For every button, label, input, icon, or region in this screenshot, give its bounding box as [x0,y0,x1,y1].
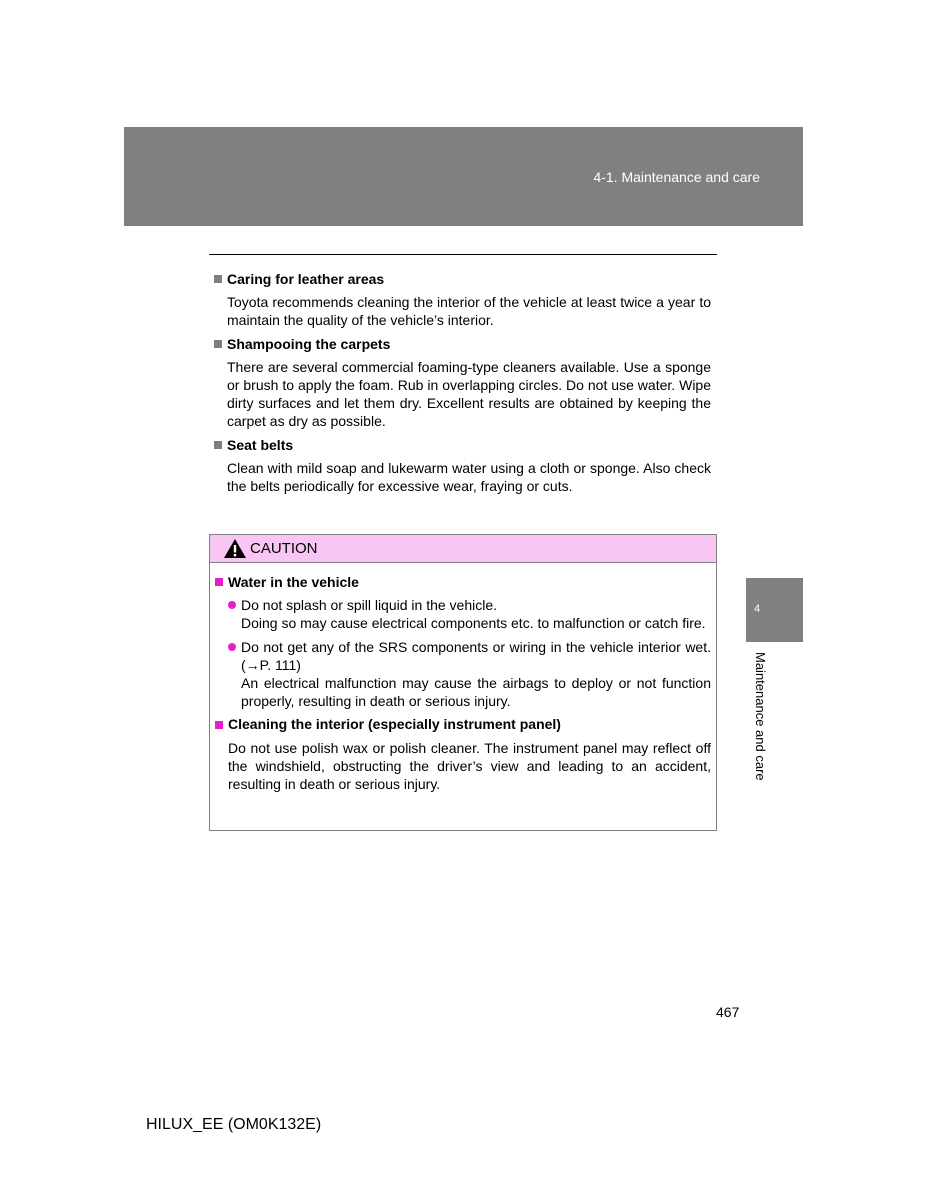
chapter-number: 4 [754,603,761,615]
page-number: 467 [716,1004,740,1020]
caution-heading-text: Water in the vehicle [228,574,359,590]
section-body-seat-belts: Clean with mild soap and lukewarm water using a cloth or sponge. Also check the belts periodically for excessive wear, fraying or cuts. [227,459,711,495]
square-bullet-icon [215,721,223,729]
section-heading-text: Caring for leather areas [227,271,385,287]
caution-bullet [228,596,711,632]
caution-bullet [228,638,711,711]
section-heading-carpets [214,335,711,353]
bullet-line: Do not get any of the SRS components or wiring in the vehicle interior wet. (→P. 111) [241,638,711,673]
square-bullet-icon [214,275,222,283]
round-bullet-icon [228,601,236,609]
warning-triangle-icon [223,538,247,559]
caution-header [210,535,716,563]
section-heading-leather [214,270,711,288]
section-heading-text: Seat belts [227,436,294,453]
section-title: 4-1. Maintenance and care [593,169,760,185]
main-content [214,270,711,500]
caution-label: CAUTION [250,540,318,557]
round-bullet-icon [228,643,236,651]
header-band [124,127,803,226]
top-divider [209,254,717,255]
footer-code: HILUX_EE (OM0K132E) [146,1116,322,1133]
caution-body [210,563,716,793]
square-bullet-icon [214,340,222,348]
caution-heading-text: Cleaning the interior (especially instrument panel) [228,716,561,733]
square-bullet-icon [214,441,222,449]
chapter-tab [746,578,803,642]
caution-body-cleaning: Do not use polish wax or polish cleaner. The instrument panel may reflect off the windshield, obstructing the driver’s view and leading to an accident, resulting in death or serious injury. [228,739,711,793]
section-heading-seat-belts [214,436,711,454]
bullet-line: An electrical malfunction may cause the airbags to deploy or not function properly, resulting in death or serious injury. [241,675,711,710]
section-heading-text: Shampooing the carpets [227,335,391,352]
caution-heading-cleaning [215,715,711,733]
bullet-line: Doing so may cause electrical components etc. to malfunction or catch fire. [241,615,706,632]
square-bullet-icon [215,578,223,586]
section-body-carpets: There are several commercial foaming-type cleaners available. Use a sponge or brush to apply the foam. Rub in overlapping circles. Do not use water. Wipe dirty surfaces and let them dry. Excellent results are obtained by keeping the carpet as dry as possible. [227,358,711,430]
section-body-leather: Toyota recommends cleaning the interior of the vehicle at least twice a year to maintain the quality of the vehicle’s interior. [227,294,711,329]
bullet-line: Do not splash or spill liquid in the vehicle. [241,597,498,614]
chapter-label: Maintenance and care [753,652,768,781]
caution-heading-water [215,573,711,591]
caution-box [209,534,717,831]
